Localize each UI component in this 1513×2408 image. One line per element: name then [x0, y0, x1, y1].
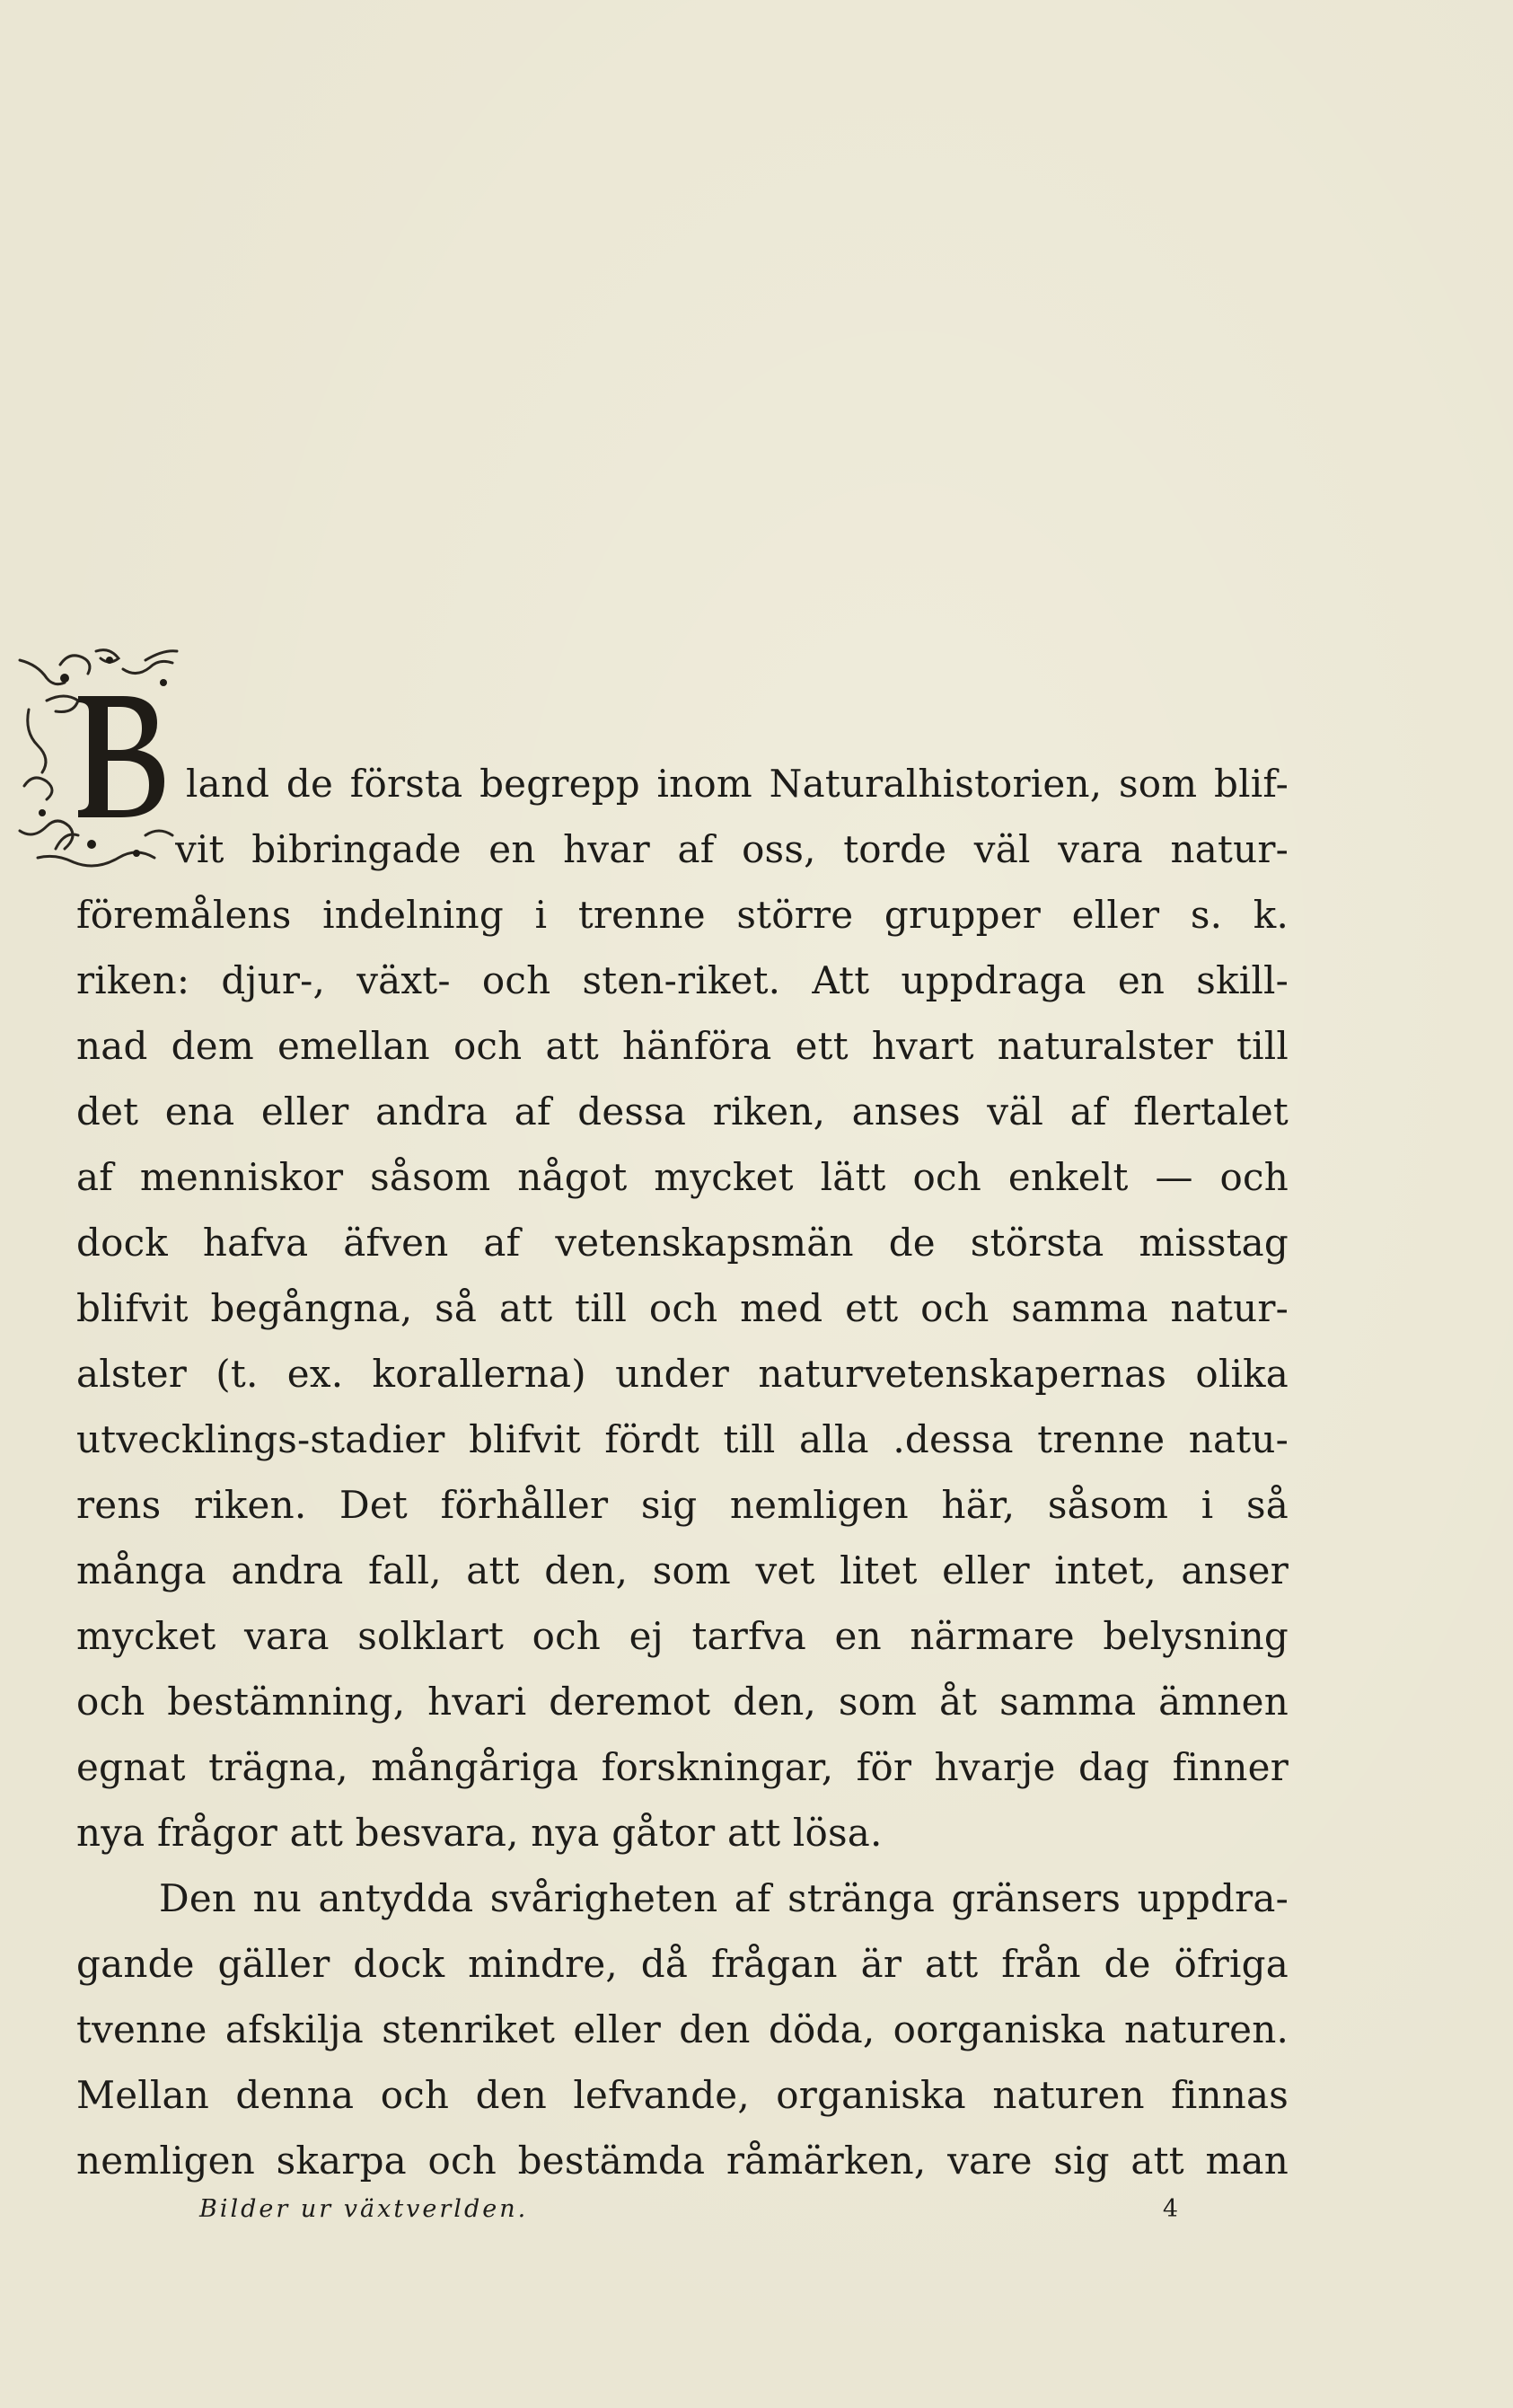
running-title: Bilder ur växtverlden.: [199, 2195, 529, 2223]
body-text: [76, 751, 1289, 2193]
text-line: land de första begrepp inom Naturalhistorien, som blif-: [186, 762, 1289, 806]
text-line: mycket vara solklart och ej tarfva en närmare belysning: [76, 1614, 1289, 1658]
text-line: vit bibringade en hvar af oss, torde väl vara natur-: [175, 827, 1289, 871]
text-line: dock hafva äfven af vetenskapsmän de största misstag: [76, 1221, 1289, 1265]
text-line: Mellan denna och den lefvande, organiska naturen finnas: [76, 2073, 1289, 2117]
text-line: rens riken. Det förhåller sig nemligen här, såsom i så: [76, 1483, 1289, 1527]
text-line: egnat trägna, mångåriga forskningar, för hvarje dag finner: [76, 1745, 1289, 1789]
text-line: nemligen skarpa och bestämda råmärken, vare sig att man: [76, 2139, 1289, 2183]
text-line: Den nu antydda svårigheten af stränga gränsers uppdra-: [159, 1876, 1289, 1920]
text-line: alster (t. ex. korallerna) under naturvetenskapernas olika: [76, 1352, 1289, 1396]
text-line: tvenne afskilja stenriket eller den döda, oorganiska naturen.: [76, 2007, 1289, 2051]
text-line: nya frågor att besvara, nya gåtor att lösa.: [76, 1811, 883, 1855]
text-line: utvecklings-stadier blifvit fördt till alla .dessa trenne natu-: [76, 1417, 1289, 1461]
text-line: föremålens indelning i trenne större grupper eller s. k.: [76, 893, 1289, 937]
text-line: nad dem emellan och att hänföra ett hvart naturalster till: [76, 1024, 1289, 1068]
page-footer: [199, 2192, 1178, 2227]
text-line: blifvit begångna, så att till och med ett och samma natur-: [76, 1286, 1289, 1330]
text-line: många andra fall, att den, som vet litet eller intet, anser: [76, 1548, 1289, 1592]
page-number: 4: [1162, 2195, 1178, 2223]
text-line: riken: djur-, växt- och sten-riket. Att uppdraga en skill-: [76, 958, 1289, 1002]
text-line: gande gäller dock mindre, då frågan är att från de öfriga: [76, 1942, 1289, 1986]
text-line: det ena eller andra af dessa riken, anses väl af flertalet: [76, 1089, 1289, 1133]
text-line: af menniskor såsom något mycket lätt och enkelt — och: [76, 1155, 1289, 1199]
text-line: och bestämning, hvari deremot den, som åt samma ämnen: [76, 1680, 1289, 1724]
